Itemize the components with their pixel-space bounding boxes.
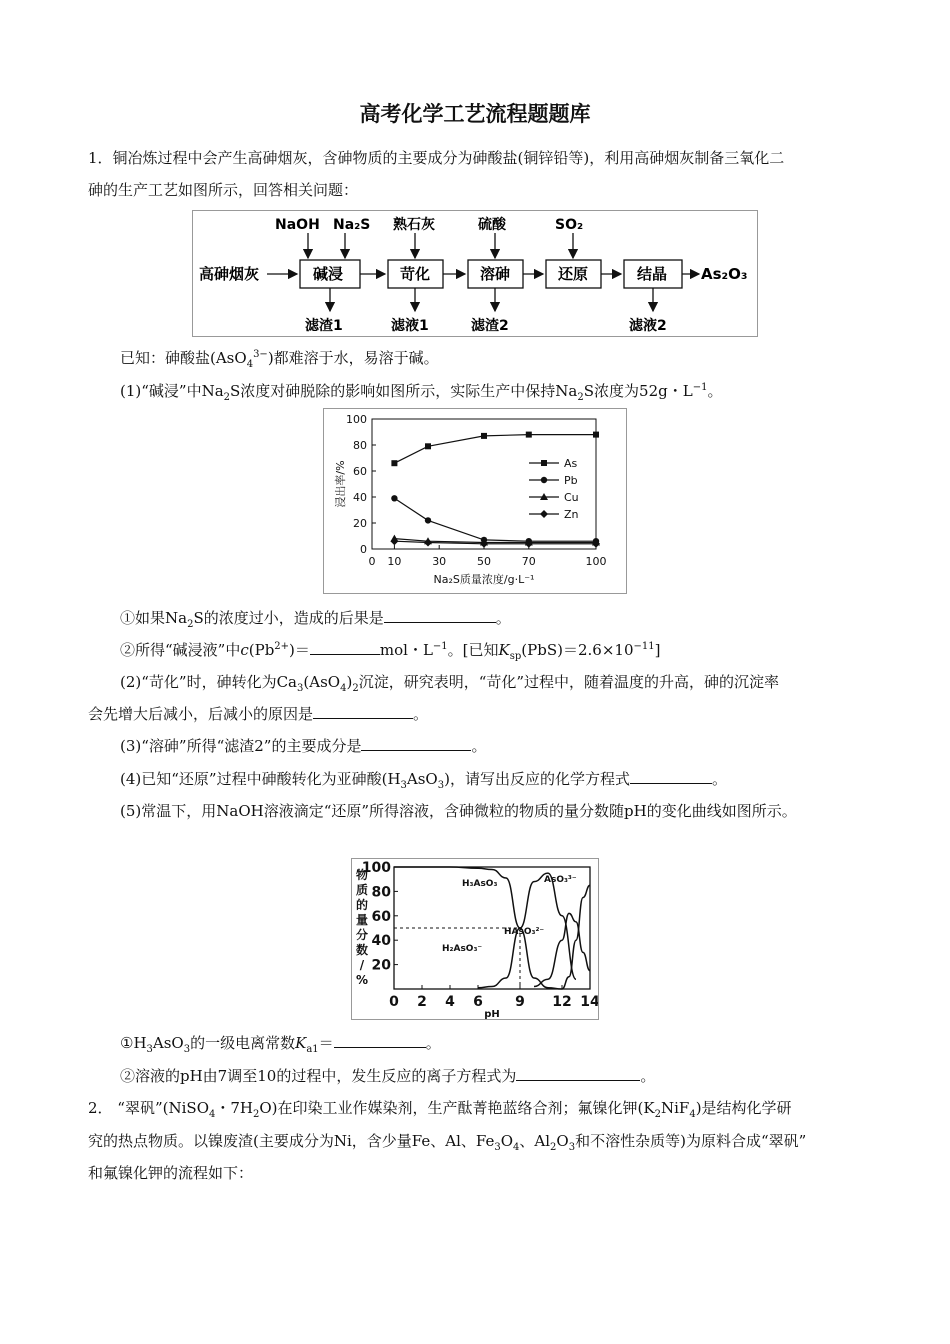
q1-sub2-d: mol・L — [379, 641, 433, 659]
x-tick-label: 70 — [521, 555, 536, 568]
process-flow-diagram — [192, 210, 758, 337]
q1-known-text-b: )都难溶于水，易溶于碱。 — [267, 349, 439, 367]
q1-part5-sub1-d: ＝ — [318, 1034, 334, 1052]
point-as — [593, 432, 599, 438]
q1-sub2-f: (PbS)＝2.6×10 — [521, 641, 634, 659]
q1-part3-end: 。 — [471, 737, 487, 755]
series-line-2 — [534, 913, 590, 986]
flow-step-2: 苛化 — [400, 265, 431, 283]
y-tick-label: 20 — [353, 517, 367, 530]
y-tick-label: 60 — [371, 908, 391, 925]
x-tick-label: 100 — [585, 555, 607, 568]
x-tick-label: 6 — [473, 994, 483, 1010]
flow-input-lime: 熟石灰 — [393, 217, 435, 233]
flow-svg — [193, 211, 757, 336]
flow-input-na2s: Na₂S — [333, 217, 371, 233]
y-tick-label: 60 — [353, 465, 367, 478]
q1-sub2-c: )＝ — [289, 641, 310, 659]
q1-part5-sub1-b: AsO — [152, 1034, 184, 1052]
q1-part5-sub1-c: 的一级电离常数 — [190, 1034, 296, 1052]
q1-part5-sub2 — [120, 1066, 655, 1086]
q1-sub2: ②所得“碱浸液”中$c(Pb^{2+})=$ mol・$L^{-1}$。[已知$K_{sp}(PbS)=2.6\times 10^{-11}$] — [120, 641, 661, 662]
q1-part5: (5)常温下，用NaOH溶液滴定“还原”所得溶液，含砷微粒的物质的量分数随pH的变化曲线如图所示。 — [120, 802, 797, 820]
q1-sub2-e: 。[已知 — [447, 641, 499, 659]
flow-input-so2: SO₂ — [555, 217, 584, 233]
q1-sub2-a: ②所得“碱浸液”中 — [120, 641, 241, 659]
x-tick-label: 14 — [580, 994, 598, 1010]
x-tick-label: 0 — [389, 994, 399, 1010]
y-tick-label: 0 — [360, 543, 367, 556]
y-axis-label-char: 物 — [355, 868, 369, 882]
q2-line1-b: ・7H — [215, 1099, 253, 1117]
q1-part1-a: (1)“碱浸”中Na — [120, 382, 224, 400]
y-tick-label: 100 — [346, 413, 367, 426]
y-tick-label: 80 — [353, 439, 367, 452]
q2-line3: 和氟镍化钾的流程如下： — [88, 1164, 254, 1182]
q2-line1: 2． “翠矾”(NiSO$_4$・$7H_2O$)在印染工业作媒染剂，生产酞菁艳蓝络合剂；氟镍化钾$(K_2NiF_4)$是结构化学研 — [88, 1099, 792, 1120]
series-line-3 — [562, 885, 590, 989]
x-tick-label: 2 — [417, 994, 427, 1010]
q2-line1-e: )是结构化学研 — [695, 1099, 792, 1117]
flow-input-acid: 硫酸 — [478, 217, 506, 233]
series-label-2: HAsO₃²⁻ — [504, 927, 545, 937]
q1-part3-text: (3)“溶砷”所得“滤渣2”的主要成分是 — [120, 737, 362, 755]
y-axis-label: 浸出率/% — [334, 460, 347, 508]
y-tick-label: 40 — [371, 933, 391, 950]
flow-step-5: 结晶 — [637, 265, 668, 283]
q1-part5-sub2-text: ②溶液的pH由7调至10的过程中，发生反应的离子方程式为 — [120, 1067, 517, 1085]
answer-blank-7[interactable] — [516, 1066, 640, 1081]
q1-sub1-c: 。 — [495, 609, 511, 627]
q2-line1-c: O)在印染工业作媒染剂，生产酞菁艳蓝络合剂；氟镍化钾(K — [259, 1099, 655, 1117]
y-tick-label: 40 — [353, 491, 367, 504]
q2-line1-d: NiF — [660, 1099, 690, 1117]
q1-part5-sub1-e: 。 — [425, 1034, 441, 1052]
q1-sub2-g: ] — [654, 641, 661, 659]
legend-label-zn: Zn — [564, 508, 579, 521]
point-as — [526, 432, 532, 438]
q1-part2-line2 — [88, 704, 428, 724]
x-tick-label: 10 — [387, 555, 402, 568]
flow-step-3: 溶砷 — [480, 265, 511, 283]
flow-output-4: 滤液2 — [629, 318, 667, 334]
y-tick-label: 80 — [371, 884, 391, 901]
answer-blank-4[interactable] — [361, 736, 471, 751]
x-axis-label: Na₂S质量浓度/g·L⁻¹ — [433, 573, 535, 586]
answer-blank-2[interactable] — [310, 640, 380, 655]
y-axis-label-char: 数 — [355, 943, 369, 957]
species-fraction-chart-svg — [352, 859, 598, 1019]
q1-known: 已知：砷酸盐(AsO$_4^{3-}$)都难溶于水，易溶于碱。 — [120, 349, 439, 370]
x-axis-label: pH — [484, 1009, 500, 1019]
point-pb — [391, 495, 397, 501]
q1-part2-line1: (2)“苛化”时，砷转化为$Ca_3(AsO_4)_2$沉淀，研究表明，“苛化”过程中，随着温度的升高，砷的沉淀率 — [120, 673, 780, 694]
q1-part4-end: 。 — [711, 770, 727, 788]
y-tick-label: 100 — [361, 860, 391, 876]
q1-part4-a: (4)已知“还原”过程中砷酸转化为亚砷酸(H — [120, 770, 401, 788]
leaching-rate-chart-svg — [324, 409, 626, 593]
series-label-0: H₃AsO₃ — [462, 879, 498, 889]
y-axis-label-char: 质 — [355, 883, 369, 897]
x-tick-label: 30 — [432, 555, 447, 568]
q1-part1-c: S浓度为52g・L — [583, 382, 693, 400]
q1-part4-b: AsO — [406, 770, 438, 788]
q1-part1-d: 。 — [707, 382, 723, 400]
x-tick-label: 12 — [552, 994, 572, 1010]
y-axis-label-char: 的 — [355, 898, 369, 912]
q1-part1-b: S浓度对砷脱除的影响如图所示，实际生产中保持Na — [230, 382, 578, 400]
point-as — [391, 460, 397, 466]
y-axis-label-char: % — [355, 973, 369, 987]
legend-label-cu: Cu — [564, 491, 579, 504]
q1-part2-end: 。 — [413, 705, 429, 723]
flow-output-3: 滤渣2 — [471, 318, 509, 334]
q1-part2-line2-text: 会先增大后减小，后减小的原因是 — [88, 705, 314, 723]
q2-line2-e: 和不溶性杂质等)为原料合成“翠矾” — [575, 1132, 807, 1150]
q1-sub2-b: (Pb — [248, 641, 275, 659]
point-pb — [425, 517, 431, 523]
legend-marker-as — [541, 460, 547, 466]
x-tick-label: 0 — [368, 555, 376, 568]
q1-sub1-b: S的浓度过小，造成的后果是 — [193, 609, 384, 627]
q2-line2-b: O — [500, 1132, 514, 1150]
legend-marker-zn — [540, 510, 548, 518]
q2-line2-d: O — [556, 1132, 569, 1150]
x-tick-label: 50 — [477, 555, 491, 568]
legend-label-as: As — [564, 457, 578, 470]
flow-step-1: 碱浸 — [313, 265, 344, 283]
flow-start: 高砷烟灰 — [199, 265, 260, 283]
x-tick-label: 9 — [515, 994, 525, 1010]
x-tick-label: 4 — [445, 994, 455, 1010]
flow-product: As₂O₃ — [701, 265, 748, 283]
q2-line1-a: 2． “翠矾”(NiSO — [88, 1099, 209, 1117]
q1-part5-sub2-end: 。 — [640, 1067, 656, 1085]
q1-intro-line1: 1．铜冶炼过程中会产生高砷烟灰，含砷物质的主要成分为砷酸盐(铜锌铅等)，利用高砷烟灰制备三氧化二 — [88, 149, 785, 167]
q1-known-text-a: 已知：砷酸盐(AsO — [120, 349, 247, 367]
answer-blank-1[interactable] — [384, 608, 496, 623]
y-tick-label: 20 — [371, 957, 391, 974]
series-label-1: H₂AsO₃⁻ — [442, 944, 483, 954]
q2-line2-a: 究的热点物质。以镍废渣(主要成分为Ni，含少量Fe、Al、Fe — [88, 1132, 495, 1150]
q1-sub1: ①如果$Na_2S$的浓度过小，造成的后果是 。 — [120, 609, 511, 630]
legend-marker-pb — [541, 477, 547, 483]
q1-part5-sub1-a: ①H — [120, 1034, 147, 1052]
page-title: 高考化学工艺流程题题库 — [359, 102, 591, 126]
q1-part2-c: ) — [346, 673, 353, 691]
q1-intro-line2: 砷的生产工艺如图所示，回答相关问题： — [88, 181, 359, 199]
q1-part4-c: )，请写出反应的化学方程式 — [444, 770, 630, 788]
legend-label-pb: Pb — [564, 474, 578, 487]
point-as — [425, 443, 431, 449]
flow-input-naoh: NaOH — [275, 217, 320, 233]
series-label-3: AsO₃³⁻ — [544, 875, 577, 885]
q1-part3 — [120, 736, 486, 756]
answer-blank-6[interactable] — [334, 1033, 426, 1048]
q1-part5-sub1: $①H_3AsO_3$的一级电离常数$K_{a1}=$ 。 — [120, 1034, 441, 1055]
leaching-rate-chart — [323, 408, 627, 594]
q1-part2-d: 沉淀，研究表明，“苛化”过程中，随着温度的升高，砷的沉淀率 — [358, 673, 780, 691]
point-as — [481, 433, 487, 439]
flow-output-2: 滤液1 — [391, 318, 429, 334]
y-axis-label-char: 量 — [355, 913, 369, 927]
point-zn — [424, 539, 432, 547]
flow-output-1: 滤渣1 — [305, 318, 343, 334]
q1-sub1-a: ①如果Na — [120, 609, 188, 627]
species-fraction-chart — [351, 858, 599, 1020]
y-axis-label-char: 分 — [355, 928, 369, 942]
answer-blank-5[interactable] — [630, 769, 712, 784]
q2-line2-c: 、Al — [519, 1132, 551, 1150]
q1-part2-a: (2)“苛化”时，砷转化为Ca — [120, 673, 298, 691]
y-axis-label-char: / — [359, 958, 365, 972]
q1-part4: (4)已知“还原”过程中砷酸转化为亚砷酸$(H_3AsO_3)$，请写出反应的化学方程式 。 — [120, 770, 727, 791]
q1-part2-b: (AsO — [303, 673, 341, 691]
answer-blank-3[interactable] — [313, 704, 413, 719]
q2-line2: 究的热点物质。以镍废渣(主要成分为Ni，含少量Fe、Al、$Fe_3O_4$、$Al_2O_3$和不溶性杂质等)为原料合成“翠矾” — [88, 1132, 807, 1153]
flow-step-4: 还原 — [558, 265, 589, 283]
q1-part1: (1)“碱浸”中$Na_2S$浓度对砷脱除的影响如图所示，实际生产中保持$Na_2S$浓度为52g・$L^{-1}$。 — [120, 382, 723, 403]
